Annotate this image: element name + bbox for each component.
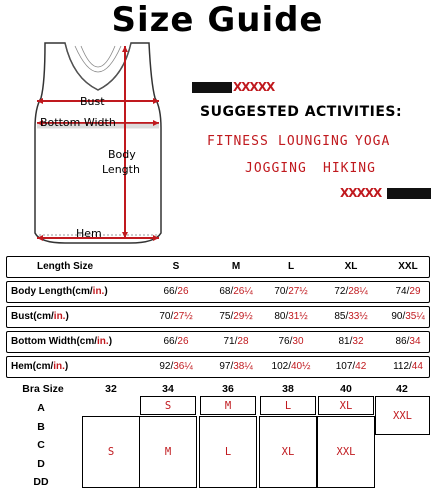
bra-col-38: 38 [282,383,294,395]
body-length-label-line2: Length [102,163,140,176]
size-row-label-text: Body Length(cm/ [11,286,93,297]
size-row-label-close: ) [65,311,69,322]
bra-col-32: 32 [105,383,117,395]
decorative-x-marks-top: XXXXX [233,80,275,94]
size-row-label-unit: in. [92,286,105,297]
bra-box-a-s: S [140,396,196,415]
size-value-cell: 72/28¼ [334,286,368,297]
size-value-cm: 81 [338,336,350,347]
size-value-cell: 66/26 [163,286,189,297]
bra-cup-d: D [37,458,45,470]
size-value-cell: 74/29 [395,286,421,297]
size-value-in: 36¼ [173,361,193,372]
size-value-in: 29 [409,286,421,297]
size-row-label-unit: in. [53,361,65,372]
size-row-label [11,282,141,302]
size-value-cm: 80 [274,311,286,322]
size-row [6,306,430,328]
size-value-cm: 92 [159,361,171,372]
decorative-bar-left [192,82,232,93]
bra-box-main-s: S [82,416,140,488]
body-length-label-line1: Body [108,148,136,161]
size-value-cell: 92/36¼ [159,361,193,372]
bust-label: Bust [80,95,105,108]
bra-box-main-xl: XL [259,416,317,488]
size-value-in: 27½ [288,286,308,297]
size-row [6,331,430,353]
bra-cup-b: B [37,421,45,433]
size-value-in: 38¼ [233,361,253,372]
bra-cup-dd: DD [33,476,49,488]
size-value-cell: 97/38¼ [219,361,253,372]
size-row-label-unit: in. [53,311,66,322]
size-value-cell: 86/34 [395,336,421,347]
bra-col-40: 40 [340,383,352,395]
size-row-label-close: ) [104,286,108,297]
tank-top-illustration [25,38,170,253]
size-value-cm: 70 [274,286,286,297]
size-value-in: 30 [292,336,304,347]
bra-box-main-xxl: XXL [317,416,375,488]
size-header-l: L [287,261,295,272]
bra-box-main-m: M [139,416,197,488]
size-value-in: 29½ [233,311,253,322]
bra-col-42: 42 [396,383,408,395]
size-value-cm: 97 [219,361,231,372]
size-value-cm: 85 [334,311,346,322]
size-value-cell: 76/30 [278,336,304,347]
activity-lounging: LOUNGING [278,134,349,149]
size-header-row [6,256,430,278]
size-value-cell: 68/26¼ [219,286,253,297]
activity-jogging: JOGGING [245,161,307,176]
size-value-cm: 68 [219,286,231,297]
size-row [6,281,430,303]
size-value-cell: 107/42 [335,361,367,372]
size-value-in: 31½ [288,311,308,322]
size-value-in: 44 [411,361,423,372]
bra-box-a-b-xxl: XXL [375,396,430,435]
size-value-cell: 75/29½ [219,311,253,322]
bra-box-a-l: L [260,396,316,415]
size-value-in: 32 [352,336,364,347]
bra-box-a-xl: XL [318,396,374,415]
size-value-in: 26 [177,286,189,297]
size-row-label [11,357,141,377]
size-value-cell: 80/31½ [274,311,308,322]
size-row-label-text: Bust(cm/ [11,311,54,322]
size-value-cell: 71/28 [223,336,249,347]
hem-label: Hem [76,227,102,240]
size-value-in: 26 [177,336,189,347]
size-value-cm: 66 [163,286,175,297]
size-value-in: 28 [237,336,249,347]
size-value-cm: 112 [393,361,410,372]
size-value-in: 27½ [173,311,193,322]
activity-hiking: HIKING [323,161,376,176]
size-value-cell: 70/27½ [274,286,308,297]
size-value-cell: 81/32 [338,336,364,347]
size-value-cm: 70 [159,311,171,322]
bra-cup-a: A [37,402,45,414]
size-value-cell: 112/44 [393,361,423,372]
decorative-bar-right [387,188,431,199]
size-value-cm: 107 [335,361,353,372]
size-row-label [11,307,141,327]
size-header-xxl: XXL [398,261,418,272]
bra-box-a-m: M [200,396,256,415]
size-value-cm: 76 [278,336,290,347]
bra-cup-c: C [37,439,45,451]
size-header-s: S [172,261,180,272]
activity-fitness: FITNESS [207,134,269,149]
size-row-label-close: ) [64,361,69,372]
decorative-x-marks-bottom: XXXXX [340,186,382,200]
size-row-label-unit: in. [97,336,109,347]
size-value-in: 33½ [348,311,368,322]
activities-title: SUGGESTED ACTIVITIES: [200,104,403,120]
page-title: Size Guide [111,0,324,40]
size-value-in: 26¼ [233,286,253,297]
size-row-label-close: ) [108,336,113,347]
size-value-in: 34 [409,336,421,347]
size-header-xl: XL [344,261,358,272]
size-value-cell: 66/26 [163,336,189,347]
size-value-cell: 85/33½ [334,311,368,322]
size-value-in: 35¼ [405,311,425,322]
bra-box-main-l: L [199,416,257,488]
size-value-cm: 75 [219,311,231,322]
size-value-cell: 70/27½ [159,311,193,322]
size-value-cm: 102 [271,361,289,372]
size-row-label-text: Hem(cm/ [11,361,54,372]
size-value-cell: 102/40½ [271,361,311,372]
size-value-in: 28¼ [348,286,368,297]
size-row-label-text: Bottom Width(cm/ [11,336,98,347]
size-value-cm: 86 [395,336,407,347]
size-value-cm: 90 [391,311,403,322]
size-row-label [11,332,141,352]
activity-yoga: YOGA [355,134,391,149]
size-value-cell: 90/35¼ [391,311,425,322]
size-header-label: Length Size [37,261,94,272]
size-row [6,356,430,378]
size-value-cm: 71 [223,336,235,347]
size-value-in: 40½ [291,361,311,372]
size-value-cm: 74 [395,286,407,297]
bra-header-label: Bra Size [22,383,64,395]
bra-col-36: 36 [222,383,234,395]
size-value-in: 42 [355,361,367,372]
bottom-width-label: Bottom Width [40,116,116,129]
size-header-m: M [231,261,241,272]
bra-col-34: 34 [162,383,174,395]
size-value-cm: 66 [163,336,175,347]
size-value-cm: 72 [334,286,346,297]
